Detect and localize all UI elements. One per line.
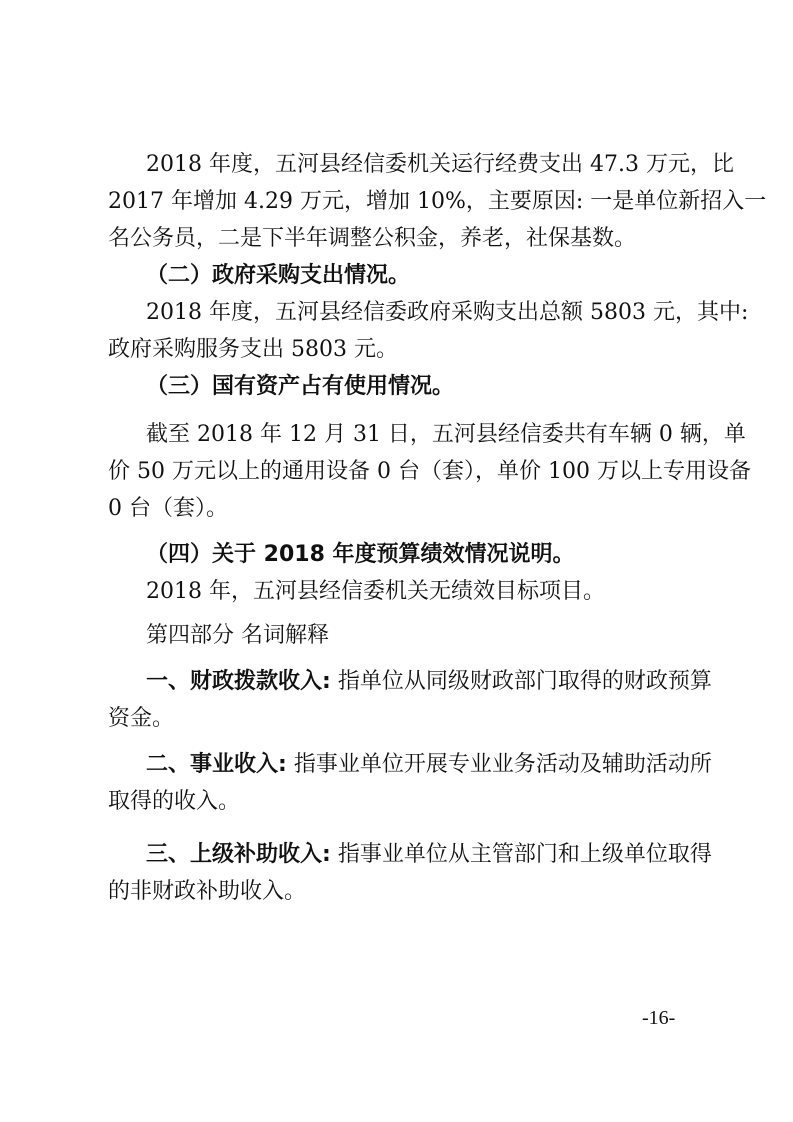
paragraph-line: 名公务员，二是下半年调整公积金，养老，社保基数。 [108,226,637,251]
paragraph-line: 价 50 万元以上的通用设备 0 台（套），单价 100 万以上专用设备 [108,459,751,484]
definition-term: 一、财政拨款收入: [146,669,331,694]
definition-text: 指单位从同级财政部门取得的财政预算 [337,669,712,694]
paragraph-line: 取得的收入。 [108,789,241,814]
paragraph-line: 2018 年度，五河县经信委机关运行经费支出 47.3 万元，比 [146,152,734,177]
definition-term: 三、上级补助收入: [146,842,331,867]
definition-text: 指事业单位从主管部门和上级单位取得 [337,842,712,867]
page-number: -16- [642,1007,676,1029]
paragraph-line: 截至 2018 年 12 月 31 日，五河县经信委共有车辆 0 辆，单 [146,422,746,447]
section-heading: （二）政府采购支出情况。 [146,263,411,288]
paragraph-line: 0 台（套）。 [108,496,228,521]
definition-text: 指事业单位开展专业业务活动及辅助活动所 [293,752,712,777]
section-heading: （三）国有资产占有使用情况。 [146,374,455,399]
definition-line [146,750,712,780]
paragraph-line: 2018 年度，五河县经信委政府采购支出总额 5803 元，其中: [146,300,749,325]
paragraph-line: 的非财政补助收入。 [108,879,307,904]
section-heading: （四）关于 2018 年度预算绩效情况说明。 [146,542,575,567]
part-title: 第四部分 名词解释 [146,623,329,648]
paragraph-line: 2017 年增加 4.29 万元，增加 10%，主要原因: 一是单位新招入一 [108,189,767,214]
definition-term: 二、事业收入: [146,752,287,777]
definition-line [146,840,712,870]
paragraph-line: 资金。 [108,706,175,731]
paragraph-line: 2018 年，五河县经信委机关无绩效目标项目。 [146,579,605,604]
definition-line [146,667,712,697]
paragraph-line: 政府采购服务支出 5803 元。 [108,337,398,362]
